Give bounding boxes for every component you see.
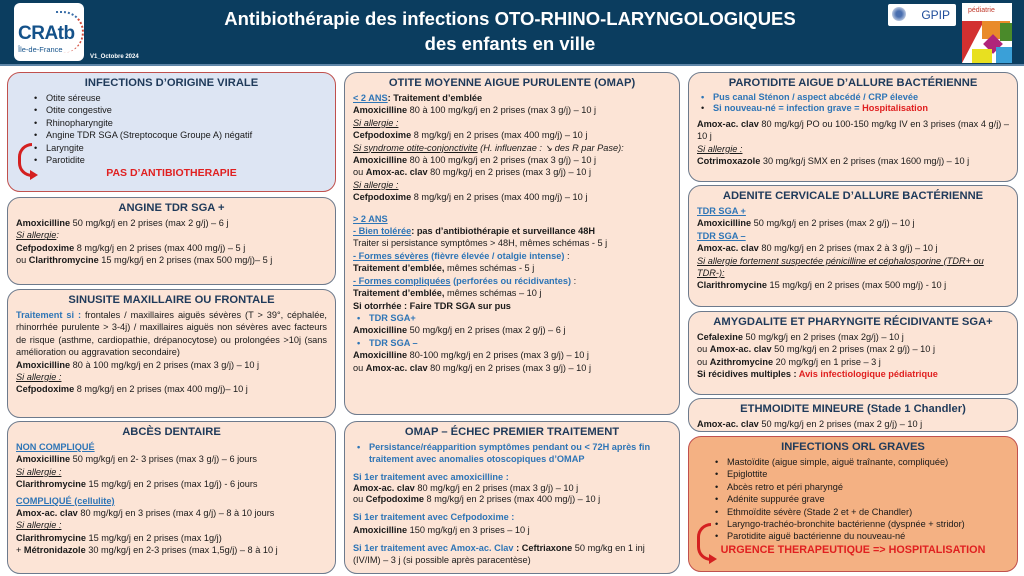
page-title [150, 6, 870, 56]
list-item: • Rhinopharyngite [16, 117, 327, 129]
list-item: • Parotidite aiguë bactérienne du nouveau-né [697, 530, 1009, 542]
allergy-label: Si allergie fortement suspectée pénicilline et céphalosporine (TDR+ ou TDR-): [697, 255, 984, 279]
treatment-line: Cotrimoxazole 30 mg/kg/j SMX en 2 prises (max 1600 mg/j) – 10 j [697, 156, 970, 167]
treatment-line: Amoxicilline 50 mg/kg/j en 2 prises (max 2 g/j) – 6 j [16, 218, 229, 228]
scenario-label: Si 1er traitement avec Cefpodoxime : [353, 512, 515, 523]
severe-list [697, 456, 1009, 543]
treatment-line: Traitement d’emblée, mêmes schémas – 10 j [353, 288, 542, 299]
treatment-line: Traitement d’emblée, mêmes schémas - 5 j [353, 263, 535, 274]
cratb-logo [14, 3, 84, 61]
list-item: • Parotidite [16, 154, 327, 166]
card-title: INFECTIONS D’ORIGINE VIRALE [84, 77, 259, 89]
treatment-line: Clarithromycine 15 mg/kg/j en 2 prises (max 500 mg/j) - 10 j [697, 280, 947, 291]
list-item: • Angine TDR SGA (Streptocoque Groupe A) négatif [16, 129, 327, 141]
curved-arrow-icon [697, 523, 711, 561]
list-item: • Otite séreuse [16, 92, 327, 104]
card-title: SINUSITE MAXILLAIRE OU FRONTALE [68, 294, 275, 306]
treatment-line: Amox-ac. clav 80 mg/kg/j en 2 prises (max 3 g/j) – 10 j [353, 483, 579, 494]
list-item: • Ethmoïdite sévère (Stade 2 et + de Chandler) [697, 506, 1009, 518]
list-item: • Adénite suppurée grave [697, 493, 1009, 505]
treatment-line: + Métronidazole 30 mg/kg/j en 2-3 prises (max 1,5g/j) – 8 à 10 j [16, 545, 278, 556]
no-antibiotic-label: PAS D’ANTIBIOTHERAPIE [106, 167, 237, 180]
card-title: AMYGDALITE ET PHARYNGITE RÉCIDIVANTE SGA+ [713, 316, 993, 328]
list-item: • Mastoïdite (aigue simple, aiguë traînante, compliquée) [697, 456, 1009, 468]
treatment-line: Amox-ac. clav 80 mg/kg/j en 3 prises (max 4 g/j) – 8 à 10 jours [16, 508, 275, 519]
treatment-line: Amoxicilline 80 à 100 mg/kg/j en 2 prises (max 3 g/j) – 10 j [353, 155, 597, 166]
card-title: OMAP – ÉCHEC PREMIER TRAITEMENT [404, 426, 620, 438]
treatment-line: Amoxicilline 80-100 mg/kg/j en 2 prises (max 3 g/j) – 10 j [353, 350, 589, 361]
treatment-line: Amoxicilline 80 à 100 mg/kg/j en 2 prises (max 3 g/j) – 10 j [16, 359, 260, 370]
subsection-label: TDR SGA – [697, 230, 746, 241]
allergy-label: Si allergie : [353, 179, 399, 190]
treatment-line: ou Azithromycine 20 mg/kg/j en 1 prise – 3 j [697, 356, 881, 367]
treatment-line: Traiter si persistance symptômes > 48H, mêmes schémas - 5 j [353, 238, 608, 249]
allergy-label: Si allergie : [353, 117, 399, 128]
treatment-line: Amoxicilline 50 mg/kg/j en 2 prises (max 2 g/j) – 10 j [697, 218, 915, 229]
subsection-label: TDR SGA + [697, 206, 746, 216]
title-line-1: Antibiothérapie des infections OTO-RHINO-LARYNGOLOGIQUES [224, 8, 796, 29]
treatment-line: ou Clarithromycine 15 mg/kg/j en 2 prises (max 500 mg/j)– 5 j [16, 255, 273, 266]
treatment-line: Cefalexine 50 mg/kg/j en 2 prises (max 2g/j) – 10 j [697, 332, 904, 342]
treatment-line: Clarithromycine 15 mg/kg/j en 2 prises (max 1g/j) [16, 532, 222, 543]
card-angine [7, 197, 336, 285]
scenario-line: Si 1er traitement avec Amox-ac. Clav : Ceftriaxone 50 mg/kg en 1 inj (IV/IM) – 3 j (si possible après paracentèse) [353, 543, 645, 566]
treatment-line: Cefpodoxime 8 mg/kg/j en 2 prises (max 400 mg/j) – 10 j [353, 192, 588, 203]
list-item: • Laryngite [16, 142, 327, 154]
title-line-2: des enfants en ville [424, 33, 596, 54]
tdr-pos-list [353, 312, 671, 324]
subsection-label: COMPLIQUÉ (cellulite) [16, 495, 115, 506]
emergency-label: URGENCE THERAPEUTIQUE => HOSPITALISATION [720, 543, 986, 556]
card-omap-echec [344, 421, 680, 574]
card-infections-graves [688, 436, 1018, 572]
age-section-lt2: < 2 ANS: Traitement d’emblée [353, 93, 483, 103]
recurrence-line: Si récidives multiples : Avis infectiologique pédiatrique [697, 369, 938, 380]
header-banner [0, 0, 1024, 66]
list-item: • Epiglottite [697, 468, 1009, 480]
treatment-line: ou Amox-ac. clav 80 mg/kg/j en 2 prises (max 3 g/j) – 10 j [353, 167, 591, 178]
gpip-logo [888, 4, 956, 26]
treatment-line: Amoxicilline 150 mg/kg/j en 3 prises – 10 j [353, 524, 530, 535]
treatment-line: Cefpodoxime 8 mg/kg/j en 2 prises (max 400 mg/j) – 10 j [353, 130, 588, 141]
tangram-shape [1000, 23, 1012, 41]
complicated-forms-label: - Formes compliquées (perforées ou récidivantes) : [353, 275, 577, 286]
otorrhea-line: Si otorrhée : Faire TDR SGA sur pus [353, 300, 511, 311]
treatment-line: ou Amox-ac. clav 50 mg/kg/j en 2 prises (max 2 g/j) – 10 j [697, 344, 935, 355]
list-item: • Pus canal Sténon / aspect abcédé / CRP élevée [697, 92, 1009, 103]
subsection-label: NON COMPLIQUÉ [16, 442, 95, 452]
syndrome-label: Si syndrome otite-conjonctivite (H. influenzae : ↘ des R par Pase): [353, 142, 624, 153]
viral-list [16, 92, 327, 166]
list-item: • Si nouveau-né = infection grave = Hospitalisation [697, 103, 1009, 114]
card-title: ADENITE CERVICALE D’ALLURE BACTÉRIENNE [722, 190, 984, 202]
allergy-label: Si allergie : [16, 372, 62, 383]
card-amygdalite [688, 311, 1018, 395]
cratb-logo-subtext: Île-de-France [18, 45, 63, 54]
treatment-line: Amox-ac. clav 80 mg/kg/j en 2 prises (max 2 à 3 g/j) – 10 j [697, 243, 938, 254]
card-ethmoidite [688, 398, 1018, 432]
indication-text: Traitement si : frontales / maxillaires aiguës sévères (T > 39°, céphalée, rhinorrhée purulente > 3-4j) / maxillaires aiguës non sévères avec facteurs de risque (asthme, cardiopathie, drépanocytose) ou prolongées >10j (sans amélioration ou aggravation secondaire) [16, 310, 327, 358]
well-tolerated-line: - Bien tolérée: pas d’antibiothérapie et surveillance 48H [353, 226, 596, 237]
treatment-line: Cefpodoxime 8 mg/kg/j en 2 prises (max 400 mg/j) – 5 j [16, 242, 246, 253]
tangram-shape [996, 47, 1012, 63]
allergy-label: Si allergie : [697, 143, 743, 154]
card-title: OTITE MOYENNE AIGUE PURULENTE (OMAP) [388, 77, 636, 89]
age-section-gt2: > 2 ANS [353, 213, 388, 224]
treatment-line: Amoxicilline 80 à 100 mg/kg/j en 2 prises (max 3 g/j) – 10 j [353, 105, 597, 116]
treatment-line: Amoxicilline 50 mg/kg/j en 2 prises (max 2 g/j) – 6 j [353, 325, 566, 336]
criteria-list [697, 92, 1009, 114]
allergy-label: Si allergie: [16, 230, 59, 241]
treatment-line: Cefpodoxime 8 mg/kg/j en 2 prises (max 400 mg/j)– 10 j [16, 384, 248, 395]
cratb-logo-text: CRAtb [18, 23, 75, 44]
pediatrie-logo-text: pédiatrie [968, 7, 995, 14]
list-item: • TDR SGA – [353, 337, 671, 349]
treatment-line: Amox-ac. clav 80 mg/kg/j PO ou 100-150 mg/kg IV en 3 prises (max 4 g/j) –10 j [697, 119, 1009, 142]
treatment-line: Amox-ac. clav 50 mg/kg/j en 2 prises (max 2 g/j) – 10 j [697, 419, 923, 429]
card-title: INFECTIONS ORL GRAVES [781, 441, 925, 453]
card-adenite [688, 185, 1018, 307]
treatment-line: ou Cefpodoxime 8 mg/kg/j en 2 prises (max 400 mg/j) – 10 j [353, 494, 601, 505]
scenario-label: Si 1er traitement avec amoxicilline : [353, 471, 509, 482]
card-title: ANGINE TDR SGA + [118, 202, 225, 214]
list-item: • TDR SGA+ [353, 312, 671, 324]
treatment-line: Clarithromycine 15 mg/kg/j en 2 prises (max 1g/j) - 6 jours [16, 479, 258, 490]
card-viral-infections [7, 72, 336, 192]
card-title: ABCÈS DENTAIRE [122, 426, 221, 438]
tdr-neg-list [353, 337, 671, 349]
list-item: • Laryngo-trachéo-bronchite bactérienne (dyspnée + stridor) [697, 518, 1009, 530]
list-item: • Abcès retro et péri pharyngé [697, 481, 1009, 493]
card-abces-dentaire [7, 421, 336, 574]
pediatrie-logo [962, 3, 1012, 63]
treatment-line: Amoxicilline 50 mg/kg/j en 2- 3 prises (max 3 g/j) – 6 jours [16, 454, 258, 465]
card-title: PAROTIDITE AIGUE D’ALLURE BACTÉRIENNE [728, 77, 978, 89]
card-sinusite [7, 289, 336, 418]
card-omap [344, 72, 680, 415]
gpip-logo-text: GPIP [921, 8, 950, 22]
criteria-list [353, 441, 671, 466]
list-item: • Otite congestive [16, 104, 327, 116]
severe-forms-label: - Formes sévères (fièvre élevée / otalgie intense) : [353, 250, 570, 261]
tangram-shape [972, 49, 992, 63]
list-item: • Persistance/réapparition symptômes pendant ou < 72H après fin traitement avec anomalies otoscopiques d’OMAP [353, 441, 671, 466]
treatment-line: ou Amox-ac. clav 80 mg/kg/j en 2 prises (max 3 g/j) – 10 j [353, 362, 591, 373]
gpip-globe-icon [892, 7, 906, 21]
version-label: V1_Octobre 2024 [90, 54, 139, 60]
card-title: ETHMOIDITE MINEURE (Stade 1 Chandler) [740, 403, 966, 415]
card-parotidite [688, 72, 1018, 182]
allergy-label: Si allergie : [16, 466, 62, 477]
allergy-label: Si allergie : [16, 520, 62, 531]
